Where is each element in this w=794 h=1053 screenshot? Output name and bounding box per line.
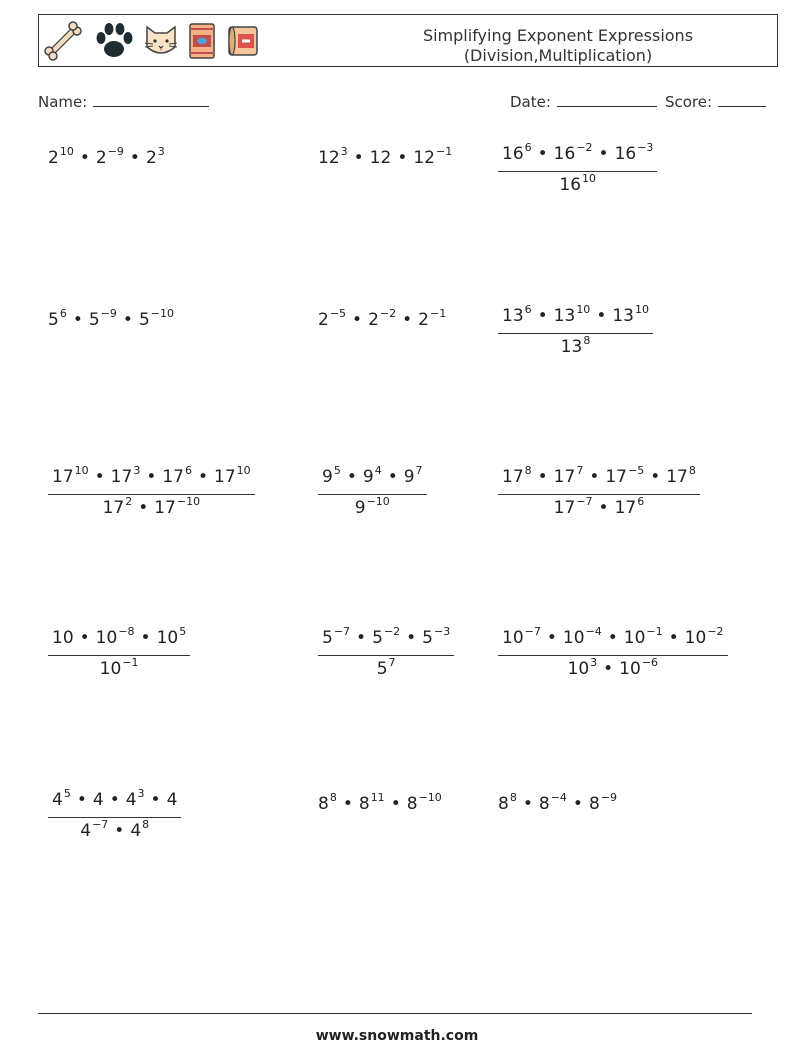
term-base: 10: [619, 659, 641, 679]
term-exponent: −10: [366, 495, 390, 508]
power-term: [93, 790, 104, 810]
problem-3: [498, 142, 657, 198]
term-base: 16: [502, 144, 524, 164]
term-base: 17: [52, 467, 74, 487]
term-exponent: 8: [509, 791, 517, 804]
term-base: 8: [538, 794, 550, 814]
term-base: 10: [156, 628, 179, 648]
term-exponent: −7: [92, 818, 109, 831]
term-exponent: −1: [435, 145, 453, 158]
term-exponent: −1: [646, 625, 663, 638]
term-base: 8: [406, 794, 418, 814]
term-base: 17: [666, 467, 688, 487]
term-exponent: −2: [379, 307, 397, 320]
denominator: [351, 495, 394, 521]
power-term: [502, 625, 541, 648]
term-base: 12: [369, 148, 392, 168]
term-base: 17: [502, 467, 524, 487]
power-term: [354, 495, 390, 518]
term-base: 10: [502, 628, 524, 648]
power-term: [370, 148, 392, 168]
multiply-operator: •: [598, 144, 609, 164]
multiply-operator: •: [356, 628, 367, 648]
term-exponent: 7: [415, 464, 423, 477]
denominator: [96, 656, 143, 682]
multiply-operator: •: [607, 628, 618, 648]
fraction: [498, 304, 653, 360]
power-term: [88, 307, 117, 330]
term-exponent: 7: [576, 464, 584, 477]
footer-divider: [38, 1013, 752, 1014]
multiply-operator: •: [94, 467, 105, 487]
power-term: [80, 818, 109, 841]
power-term: [156, 625, 187, 648]
name-label: Name:: [38, 93, 88, 111]
power-term: [110, 464, 141, 487]
header-icons: [43, 19, 263, 63]
term-base: 8: [318, 794, 329, 814]
power-term: [322, 625, 351, 648]
fish-food-bag-icon: [187, 21, 217, 61]
term-exponent: 5: [179, 625, 187, 638]
power-term: [102, 495, 133, 518]
multiply-operator: •: [589, 467, 600, 487]
power-term: [322, 464, 341, 487]
term-base: 4: [80, 821, 92, 841]
numerator: [498, 465, 700, 494]
power-term: [318, 791, 337, 814]
power-term: [403, 464, 423, 487]
power-term: [95, 145, 124, 168]
fraction: [48, 626, 190, 682]
term-exponent: −10: [176, 495, 201, 508]
numerator: [48, 465, 255, 494]
term-base: 5: [138, 310, 150, 330]
power-term: [538, 791, 567, 814]
term-base: 2: [95, 148, 107, 168]
multiply-operator: •: [406, 628, 417, 648]
denominator: [99, 495, 205, 521]
term-base: 12: [318, 148, 340, 168]
denominator: [564, 656, 663, 682]
term-base: 13: [553, 306, 576, 326]
term-exponent: 3: [133, 464, 141, 477]
problem-1: [48, 146, 165, 172]
problem-11: [318, 626, 454, 682]
power-term: [666, 464, 696, 487]
multiply-operator: •: [197, 467, 209, 487]
term-base: 9: [322, 467, 333, 487]
fraction: [498, 465, 700, 521]
bone-icon: [43, 21, 87, 61]
problem-13: [48, 788, 181, 844]
power-term: [498, 791, 517, 814]
term-base: 5: [48, 310, 59, 330]
term-exponent: 10: [576, 303, 591, 316]
term-exponent: −3: [637, 141, 654, 154]
fraction: [498, 142, 657, 198]
power-term: [362, 464, 382, 487]
power-term: [52, 787, 71, 810]
term-base: 16: [553, 144, 576, 164]
problem-4: [48, 308, 174, 334]
term-base: 10: [52, 628, 74, 648]
term-base: 17: [154, 498, 176, 518]
term-exponent: 11: [370, 791, 385, 804]
denominator: [555, 172, 600, 198]
term-exponent: 7: [388, 656, 396, 669]
fraction: [498, 626, 728, 682]
term-base: 17: [614, 498, 637, 518]
term-exponent: −5: [329, 307, 347, 320]
denominator: [373, 656, 400, 682]
term-base: 10: [567, 659, 590, 679]
dog-food-can-icon: [223, 21, 263, 61]
score-blank: [718, 92, 766, 107]
numerator: [498, 626, 728, 655]
term-exponent: 4: [374, 464, 382, 477]
power-term: [623, 625, 663, 648]
power-term: [125, 787, 145, 810]
multiply-operator: •: [150, 790, 161, 810]
multiply-operator: •: [138, 498, 149, 518]
term-base: 17: [102, 498, 125, 518]
denominator: [557, 334, 595, 360]
power-term: [406, 791, 442, 814]
multiply-operator: •: [114, 821, 125, 841]
term-exponent: −10: [418, 791, 442, 804]
power-term: [99, 656, 139, 679]
term-exponent: 10: [74, 464, 89, 477]
term-base: 10: [562, 628, 585, 648]
term-base: 2: [48, 148, 59, 168]
power-term: [619, 656, 659, 679]
term-exponent: −6: [641, 656, 659, 669]
power-term: [553, 464, 584, 487]
term-base: 9: [403, 467, 415, 487]
term-exponent: −7: [333, 625, 351, 638]
term-exponent: −4: [585, 625, 602, 638]
fraction: [318, 626, 454, 682]
power-term: [95, 625, 135, 648]
term-exponent: 6: [524, 141, 532, 154]
power-term: [52, 628, 74, 648]
problem-15: [498, 792, 617, 818]
term-exponent: 3: [340, 145, 348, 158]
term-exponent: −9: [100, 307, 117, 320]
term-exponent: −2: [707, 625, 724, 638]
multiply-operator: •: [596, 306, 607, 326]
problem-9: [498, 465, 700, 521]
term-exponent: 8: [329, 791, 337, 804]
multiply-operator: •: [390, 794, 401, 814]
multiply-operator: •: [109, 790, 120, 810]
term-exponent: −7: [576, 495, 593, 508]
numerator: [318, 465, 427, 494]
multiply-operator: •: [546, 628, 557, 648]
term-base: 17: [553, 498, 576, 518]
multiply-operator: •: [346, 467, 357, 487]
multiply-operator: •: [387, 467, 398, 487]
term-exponent: −2: [383, 625, 401, 638]
power-term: [167, 790, 178, 810]
power-term: [368, 307, 397, 330]
term-base: 13: [612, 306, 634, 326]
numerator: [48, 788, 181, 817]
power-term: [560, 334, 591, 357]
power-term: [154, 495, 201, 518]
problem-2: [318, 146, 452, 172]
term-base: 12: [413, 148, 435, 168]
multiply-operator: •: [668, 628, 679, 648]
numerator: [48, 626, 190, 655]
power-term: [562, 625, 602, 648]
term-exponent: 10: [582, 172, 597, 185]
date-label: Date:: [510, 93, 551, 111]
multiply-operator: •: [140, 628, 151, 648]
problem-14: [318, 792, 442, 818]
term-base: 13: [502, 306, 524, 326]
multiply-operator: •: [603, 659, 614, 679]
multiply-operator: •: [598, 498, 609, 518]
power-term: [605, 464, 645, 487]
power-term: [138, 307, 174, 330]
footer-url: www.snowmath.com: [315, 1028, 479, 1044]
term-base: 5: [322, 628, 333, 648]
date-field: [510, 92, 657, 111]
fraction: [48, 788, 181, 844]
term-base: 10: [99, 659, 122, 679]
name-field: [38, 92, 209, 111]
name-blank: [93, 92, 209, 107]
multiply-operator: •: [537, 467, 548, 487]
term-exponent: 8: [688, 464, 696, 477]
problem-12: [498, 626, 728, 682]
term-base: 4: [92, 790, 104, 810]
title-line-2: (Division,Multiplication): [463, 46, 653, 65]
term-exponent: 8: [524, 464, 532, 477]
term-exponent: 5: [63, 787, 71, 800]
fraction: [48, 465, 255, 521]
term-base: 16: [614, 144, 637, 164]
numerator: [498, 142, 657, 171]
multiply-operator: •: [522, 794, 533, 814]
term-exponent: −10: [150, 307, 174, 320]
date-blank: [557, 92, 657, 107]
multiply-operator: •: [342, 794, 353, 814]
term-base: 10: [684, 628, 707, 648]
problem-7: [48, 465, 255, 521]
multiply-operator: •: [79, 628, 90, 648]
term-base: 9: [362, 467, 374, 487]
power-term: [553, 141, 593, 164]
term-exponent: 3: [137, 787, 145, 800]
power-term: [372, 625, 401, 648]
term-exponent: −5: [627, 464, 645, 477]
multiply-operator: •: [397, 148, 408, 168]
term-base: 8: [358, 794, 370, 814]
term-exponent: −2: [576, 141, 593, 154]
term-base: 16: [559, 175, 582, 195]
term-exponent: −9: [600, 791, 617, 804]
term-base: 10: [623, 628, 646, 648]
cat-face-icon: [141, 21, 181, 61]
term-base: 17: [605, 467, 627, 487]
multiply-operator: •: [79, 148, 90, 168]
term-base: 5: [88, 310, 100, 330]
term-exponent: 8: [142, 818, 150, 831]
term-exponent: 6: [637, 495, 645, 508]
power-term: [318, 307, 347, 330]
power-term: [214, 464, 251, 487]
problem-5: [318, 308, 446, 334]
term-base: 17: [162, 467, 184, 487]
power-term: [130, 818, 150, 841]
power-term: [614, 141, 654, 164]
power-term: [48, 145, 74, 168]
power-term: [418, 307, 447, 330]
power-term: [612, 303, 649, 326]
problem-10: [48, 626, 190, 682]
problem-6: [498, 304, 653, 360]
power-term: [567, 656, 598, 679]
denominator: [76, 818, 153, 844]
multiply-operator: •: [129, 148, 140, 168]
term-exponent: 6: [184, 464, 192, 477]
term-exponent: 3: [157, 145, 165, 158]
paw-icon: [93, 21, 135, 61]
term-base: 5: [372, 628, 383, 648]
term-exponent: −4: [550, 791, 567, 804]
term-base: 4: [125, 790, 137, 810]
score-label: Score:: [665, 93, 713, 111]
score-field: [665, 92, 766, 111]
power-term: [502, 464, 532, 487]
term-base: 17: [553, 467, 576, 487]
power-term: [145, 145, 165, 168]
multiply-operator: •: [572, 794, 583, 814]
term-exponent: −3: [433, 625, 451, 638]
term-exponent: 3: [590, 656, 598, 669]
term-exponent: 8: [583, 334, 591, 347]
power-term: [614, 495, 645, 518]
term-base: 9: [354, 498, 366, 518]
multiply-operator: •: [72, 310, 83, 330]
term-exponent: 10: [634, 303, 649, 316]
power-term: [318, 145, 348, 168]
power-term: [684, 625, 724, 648]
term-base: 2: [368, 310, 379, 330]
student-fields: [0, 92, 794, 116]
term-exponent: 2: [125, 495, 133, 508]
multiply-operator: •: [402, 310, 413, 330]
power-term: [559, 172, 597, 195]
problem-8: [318, 465, 427, 521]
term-base: 4: [130, 821, 142, 841]
power-term: [413, 145, 453, 168]
term-base: 4: [166, 790, 178, 810]
multiply-operator: •: [122, 310, 133, 330]
multiply-operator: •: [650, 467, 661, 487]
term-base: 2: [318, 310, 329, 330]
worksheet-header: [38, 14, 778, 67]
power-term: [52, 464, 89, 487]
term-exponent: −8: [118, 625, 135, 638]
term-exponent: 6: [524, 303, 532, 316]
term-base: 8: [498, 794, 509, 814]
fraction: [318, 465, 427, 521]
worksheet-title: [339, 26, 777, 66]
term-base: 5: [422, 628, 433, 648]
term-exponent: −7: [524, 625, 541, 638]
term-base: 17: [110, 467, 133, 487]
title-line-1: Simplifying Exponent Expressions: [422, 26, 694, 45]
multiply-operator: •: [537, 144, 548, 164]
power-term: [422, 625, 451, 648]
term-exponent: −1: [122, 656, 139, 669]
term-base: 17: [214, 467, 236, 487]
multiply-operator: •: [352, 310, 363, 330]
term-base: 5: [376, 659, 388, 679]
power-term: [376, 656, 396, 679]
term-exponent: 10: [236, 464, 251, 477]
power-term: [358, 791, 385, 814]
numerator: [498, 304, 653, 333]
power-term: [502, 303, 532, 326]
multiply-operator: •: [537, 306, 548, 326]
term-exponent: −1: [429, 307, 447, 320]
term-exponent: 5: [333, 464, 341, 477]
term-exponent: 6: [59, 307, 67, 320]
term-base: 8: [588, 794, 600, 814]
term-base: 2: [418, 310, 429, 330]
term-exponent: 10: [59, 145, 74, 158]
power-term: [48, 307, 67, 330]
numerator: [318, 626, 454, 655]
power-term: [588, 791, 617, 814]
term-base: 2: [145, 148, 157, 168]
denominator: [550, 495, 649, 521]
term-exponent: −9: [107, 145, 124, 158]
multiply-operator: •: [76, 790, 87, 810]
term-base: 13: [560, 337, 583, 357]
multiply-operator: •: [353, 148, 364, 168]
power-term: [553, 303, 591, 326]
multiply-operator: •: [146, 467, 157, 487]
power-term: [502, 141, 532, 164]
term-base: 4: [52, 790, 63, 810]
power-term: [553, 495, 593, 518]
power-term: [162, 464, 192, 487]
term-base: 10: [95, 628, 118, 648]
